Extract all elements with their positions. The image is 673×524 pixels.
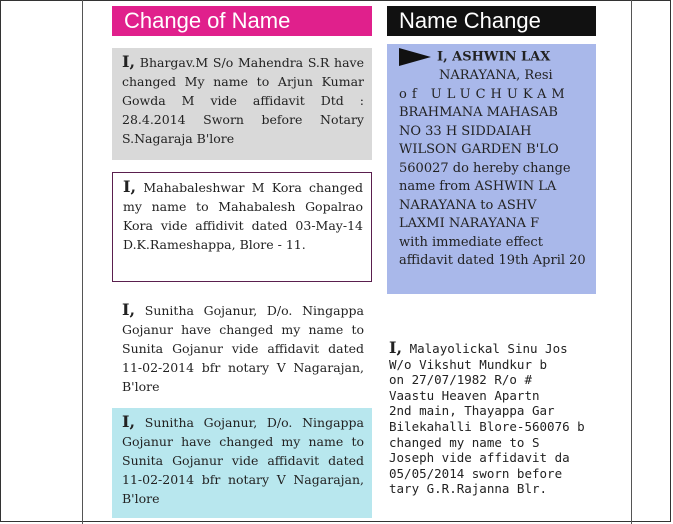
ad-line: NARAYANA, Resi bbox=[439, 68, 553, 83]
ad-text: Mahabaleshwar M Kora changed my name to Mahabalesh Gopalrao Kora vide affidivit dated 03-May-14 D.K.Rameshappa, Blore - 11. bbox=[123, 180, 363, 252]
ad-text: Sunitha Gojanur, D/o. Ningappa Gojanur have changed my name to Sunita Gojanur vide affidavit dated 11-02-2014 bfr notary V Nagarajan, B'lore bbox=[122, 303, 364, 394]
ad-line: changed my name to S bbox=[389, 434, 540, 450]
ad-text: Bhargav.M S/o Mahendra S.R have changed My name to Arjun Kumar Gowda M vide affidavit Dtd : 28.4.2014 Sworn before Notary S.Nagaraja B'lore bbox=[122, 55, 364, 146]
column-rule-left bbox=[82, 0, 83, 524]
right-column bbox=[378, 0, 596, 524]
ad-line: Joseph vide affidavit da bbox=[389, 450, 570, 466]
ad-line: NO 33 H SIDDAIAH bbox=[399, 123, 532, 139]
ad-initial: I, bbox=[123, 177, 137, 196]
ad-line: LAXMI NARAYANA F bbox=[399, 216, 540, 231]
ad-line: Bilekahalli Blore-560076 b bbox=[389, 418, 585, 434]
ad-line: 2nd main, Thayappa Gar bbox=[389, 403, 555, 419]
ad-line: with immediate effect bbox=[399, 234, 543, 250]
ad-initial: I, bbox=[122, 300, 136, 319]
ad-line: name from ASHWIN LA bbox=[399, 179, 557, 194]
classified-ad bbox=[112, 296, 372, 398]
ad-line: NARAYANA to ASHV bbox=[399, 197, 537, 213]
ad-line: tary G.R.Rajanna Blr. bbox=[389, 481, 548, 497]
ad-line: 05/05/2014 sworn before bbox=[389, 465, 563, 481]
name-change-header: Name Change bbox=[387, 6, 596, 36]
ad-line: Malayolickal Sinu Jos bbox=[409, 341, 568, 356]
column-rule-right bbox=[631, 0, 632, 524]
ad-line: BRAHMANA MAHASAB bbox=[399, 105, 558, 120]
ad-line: Vaastu Heaven Apartn bbox=[389, 387, 540, 403]
ad-line: WILSON GARDEN B'LO bbox=[399, 142, 559, 157]
ad-line: on 27/07/1982 R/o # bbox=[389, 372, 532, 388]
ad-line: W/o Vikshut Mundkur b bbox=[389, 356, 548, 372]
ad-text: Sunitha Gojanur, D/o. Ningappa Gojanur have changed my name to Sunita Gojanur vide affidavit dated 11-02-2014 bfr notary V Nagarajan, B'lore bbox=[122, 415, 364, 506]
classified-ad bbox=[387, 340, 596, 497]
classified-ad bbox=[112, 408, 372, 518]
ad-line: I, ASHWIN LAX bbox=[437, 49, 551, 65]
ad-line: affidavit dated 19th April 20 bbox=[399, 253, 586, 268]
ad-line: 560027 do hereby change bbox=[399, 160, 571, 176]
change-of-name-header: Change of Name bbox=[112, 6, 372, 36]
ad-initial: I, bbox=[122, 52, 136, 71]
classified-ad-highlighted bbox=[387, 44, 596, 294]
ad-initial: I, bbox=[122, 412, 136, 431]
ad-initial: I, bbox=[389, 338, 403, 357]
ad-line: of ULUCHUKAM bbox=[399, 86, 570, 102]
arrow-icon bbox=[399, 48, 431, 66]
classified-ad bbox=[112, 48, 372, 160]
classified-ad bbox=[112, 172, 372, 282]
